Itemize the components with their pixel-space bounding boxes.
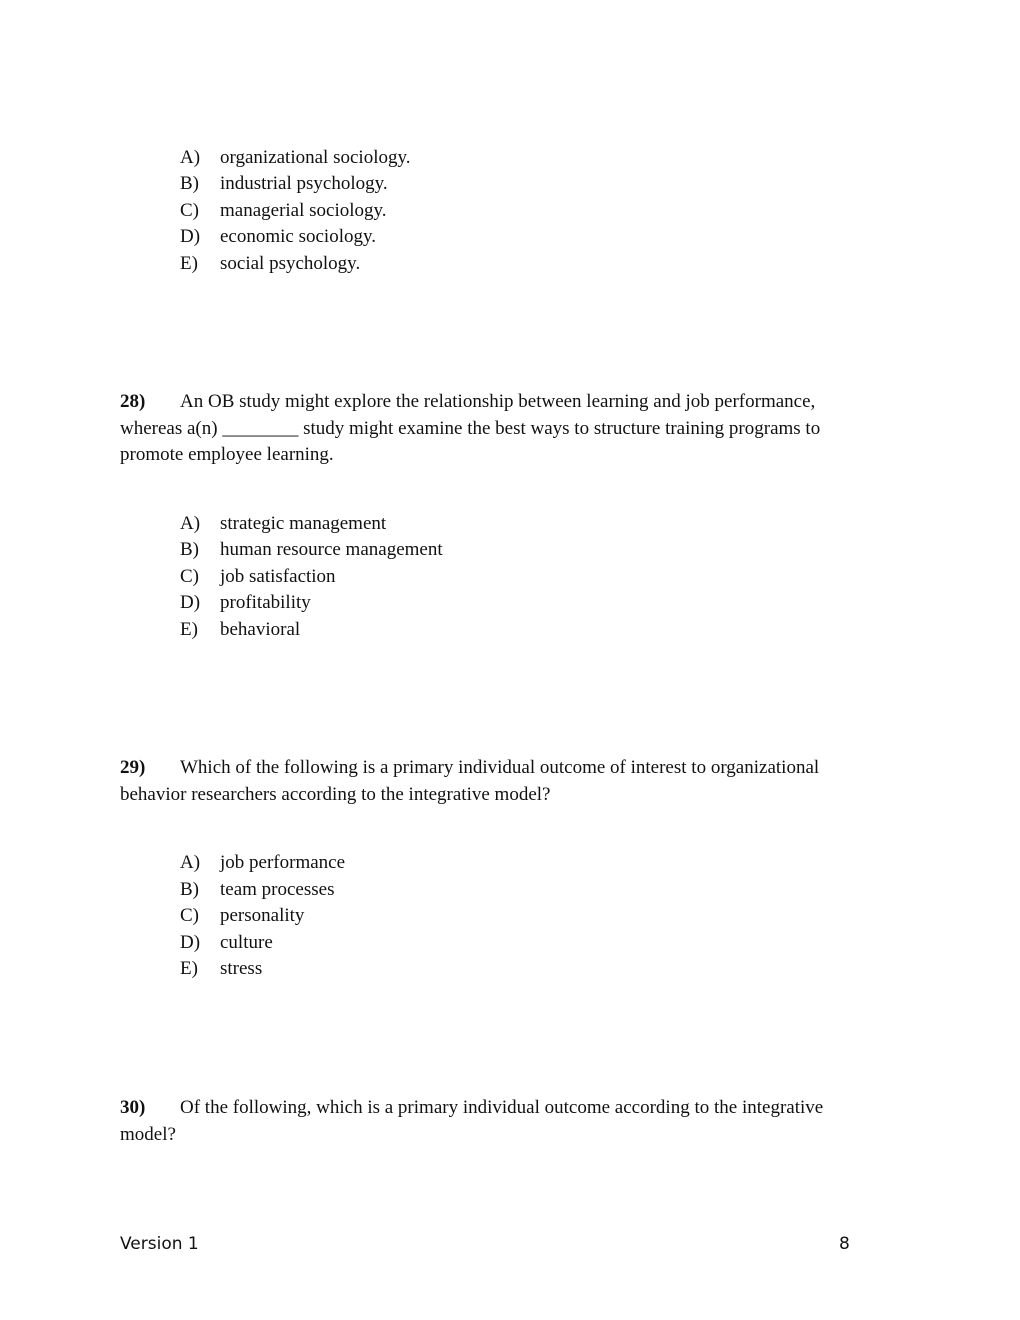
option-c: C) managerial sociology. bbox=[180, 200, 387, 221]
option-e: E) behavioral bbox=[180, 619, 301, 640]
question-number: 30) bbox=[120, 1097, 146, 1118]
option-d: D) economic sociology. bbox=[180, 226, 377, 247]
option-b: B) industrial psychology. bbox=[180, 173, 388, 194]
stem-line: behavior researchers according to the integrative model? bbox=[120, 783, 551, 805]
stem-line: whereas a(n) ________ study might examine the best ways to structure training programs to bbox=[120, 417, 821, 439]
stem-line: 28) An OB study might explore the relationship between learning and job performance, bbox=[120, 389, 870, 416]
question-number: 29) bbox=[120, 757, 146, 778]
footer-page-number: 8 bbox=[839, 1234, 850, 1254]
option-a: A) strategic management bbox=[180, 513, 387, 534]
option-d: D) profitability bbox=[180, 592, 311, 613]
option-b: B) team processes bbox=[180, 879, 335, 900]
question-stem bbox=[120, 389, 870, 469]
option-d: D) culture bbox=[180, 932, 273, 953]
option-a: A) job performance bbox=[180, 852, 346, 873]
footer-version: Version 1 bbox=[120, 1234, 199, 1254]
stem-line: promote employee learning. bbox=[120, 444, 334, 465]
question-stem bbox=[120, 755, 870, 808]
option-e: E) stress bbox=[180, 958, 263, 979]
stem-line: model? bbox=[120, 1123, 176, 1145]
question-number: 28) bbox=[120, 391, 146, 412]
option-b: B) human resource management bbox=[180, 539, 443, 560]
option-c: C) personality bbox=[180, 905, 305, 926]
question-stem bbox=[120, 1095, 870, 1148]
option-e: E) social psychology. bbox=[180, 253, 361, 274]
stem-line: 29) Which of the following is a primary individual outcome of interest to organizational bbox=[120, 755, 870, 782]
stem-line: 30) Of the following, which is a primary individual outcome according to the integrative bbox=[120, 1095, 870, 1122]
option-c: C) job satisfaction bbox=[180, 566, 336, 587]
option-a: A) organizational sociology. bbox=[180, 147, 411, 168]
